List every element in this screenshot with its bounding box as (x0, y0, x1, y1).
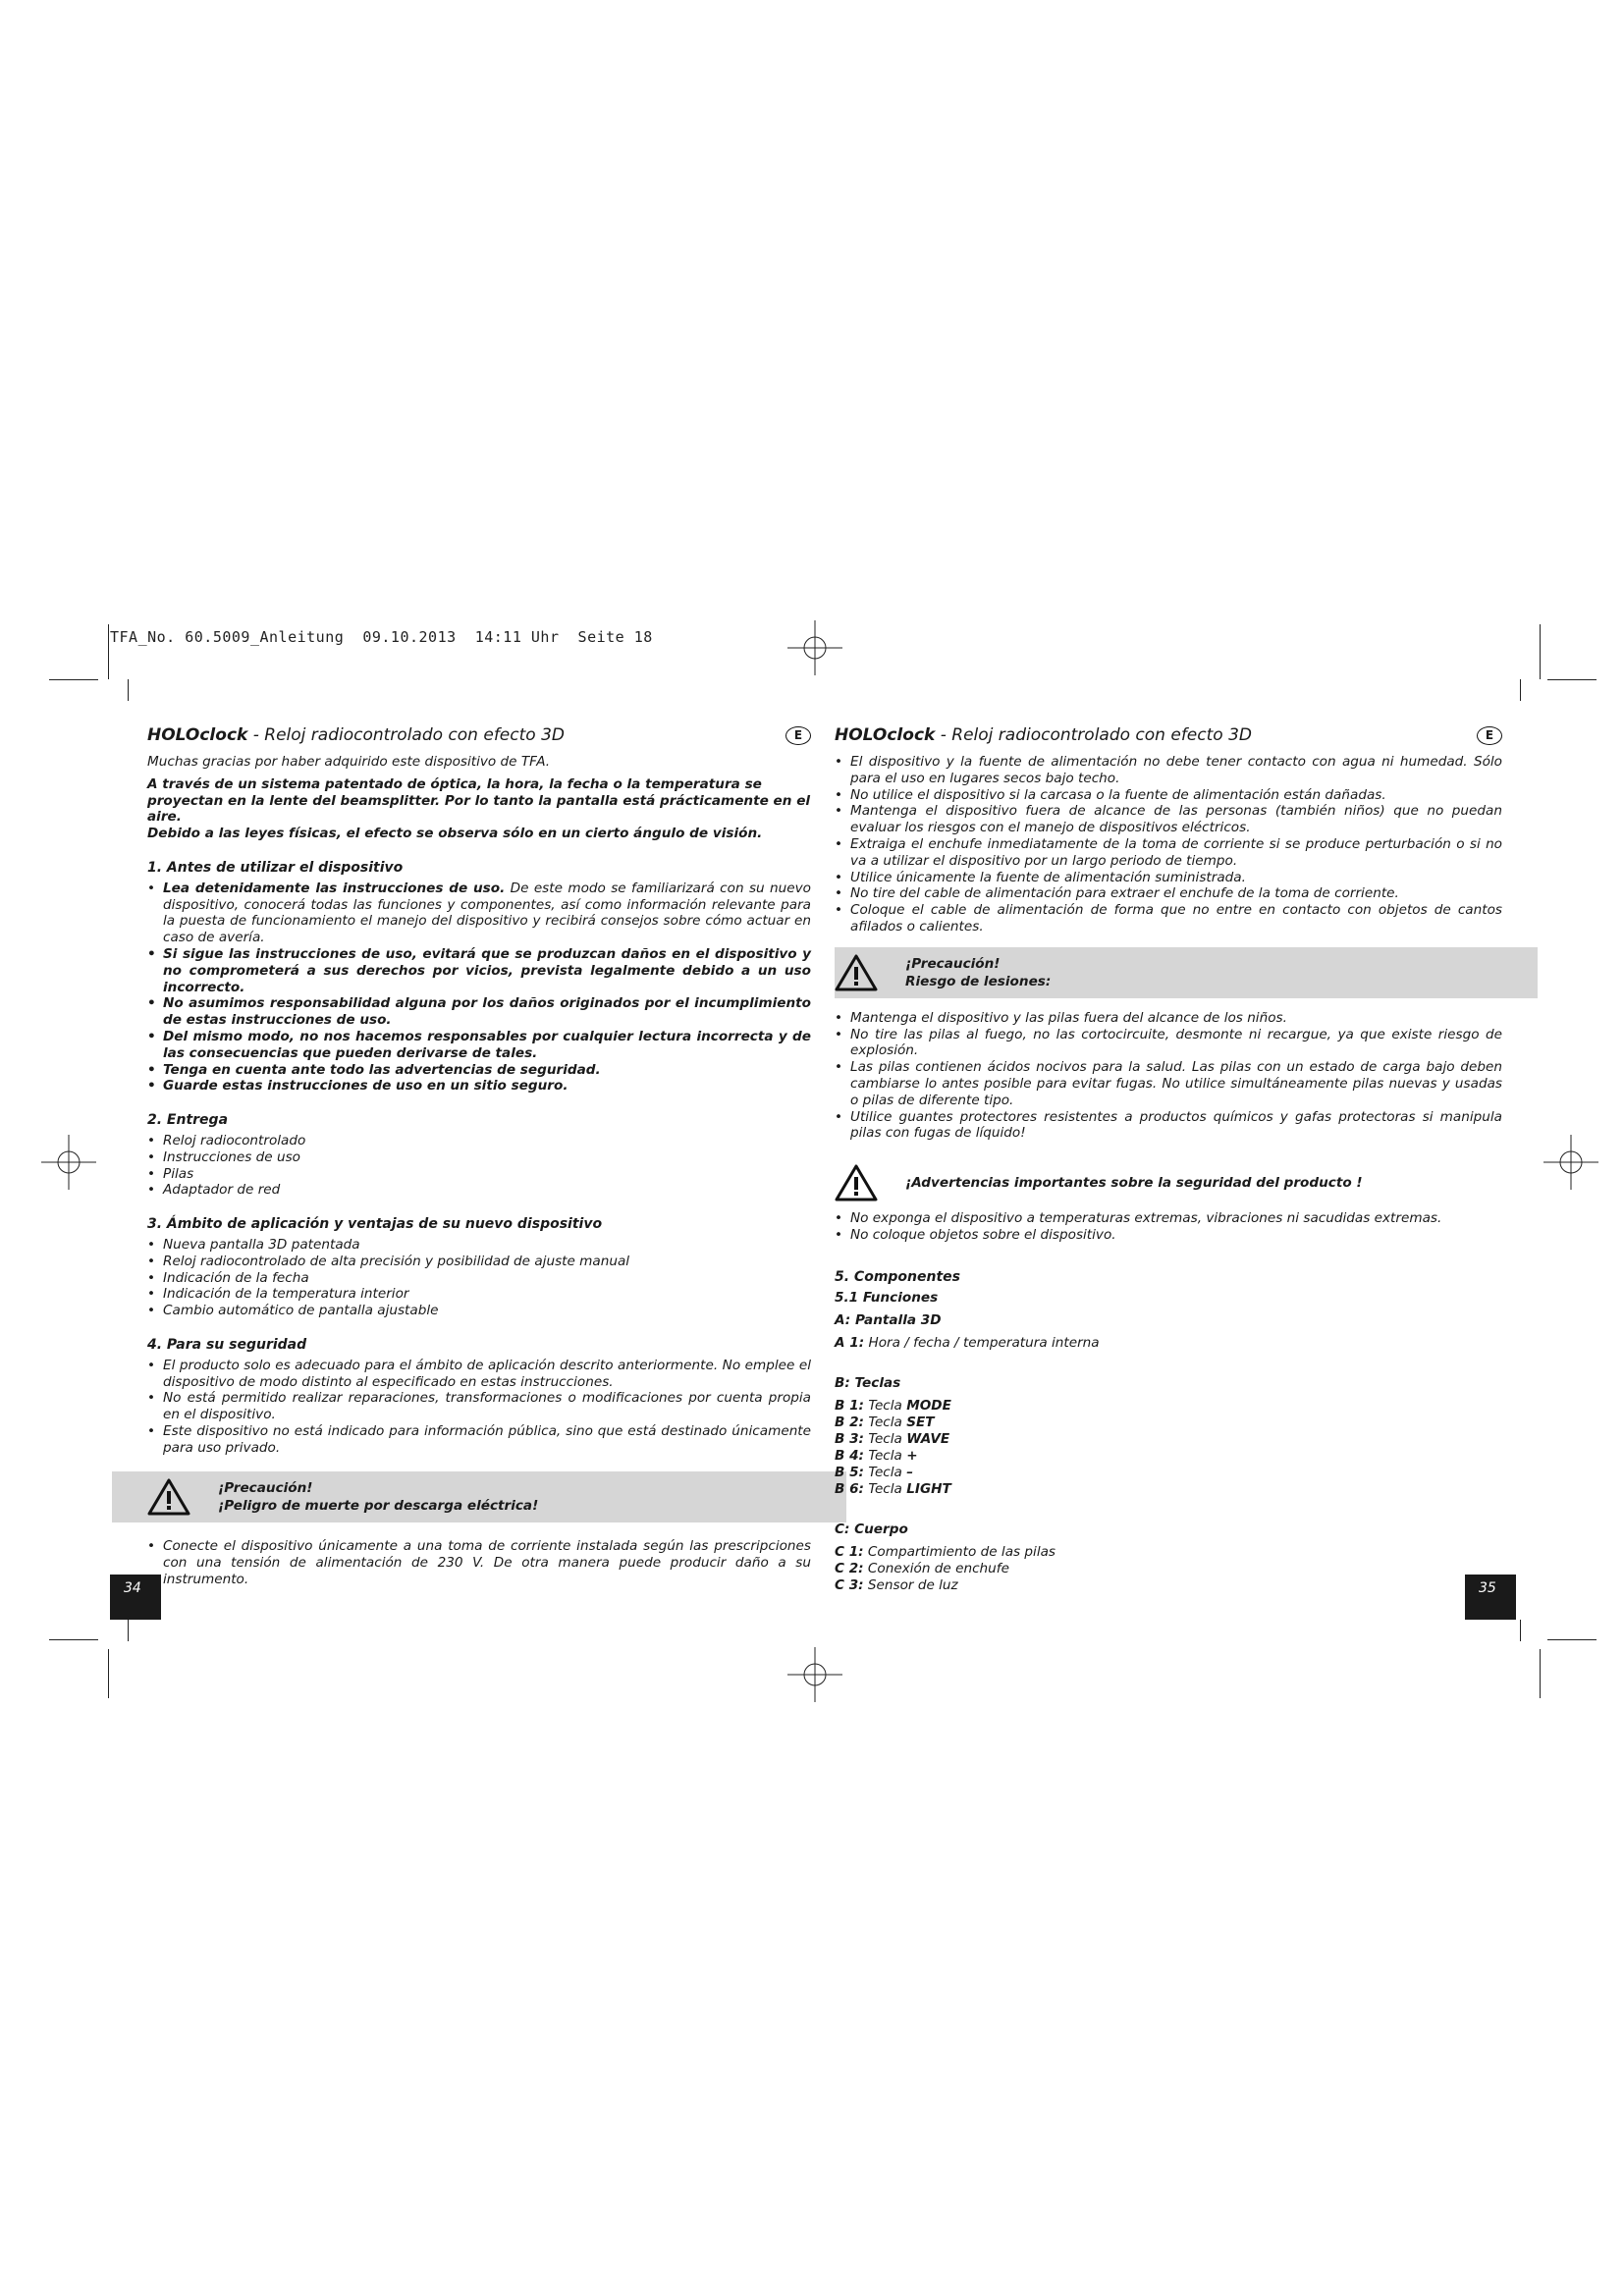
list-item: • No asumimos responsabilidad alguna por los daños originados por el incumplimiento de estas instrucciones de uso. (147, 995, 811, 1029)
component-key: B 6: (835, 1480, 864, 1497)
right-page (835, 722, 1502, 1594)
title-text: - Reloj radiocontrolado con efecto 3D (247, 724, 565, 745)
component-key: B 5: (835, 1464, 864, 1480)
list-item: • No coloque objetos sobre el dispositivo. (835, 1227, 1502, 1244)
section-4-title: 4. Para su seguridad (147, 1336, 307, 1353)
page-header (147, 722, 811, 748)
component-text: Tecla (864, 1397, 907, 1414)
component-key: B 2: (835, 1414, 864, 1430)
list-item: • Indicación de la fecha (147, 1270, 811, 1287)
component-value: WAVE (906, 1430, 950, 1447)
warning-triangle-icon (835, 953, 878, 992)
registration-mark-top (787, 620, 842, 675)
language-badge: E (785, 726, 811, 745)
page-title (147, 724, 565, 745)
subsection-title: 5.1 Funciones (835, 1289, 939, 1306)
list-item: • Nueva pantalla 3D patentada (147, 1237, 811, 1254)
warning-product-safety (835, 1163, 1502, 1202)
list-item-text: De este modo se familiarizará con su nuevo dispositivo, conocerá todas las funciones y componentes, así como información relevante para la puesta de funcionamiento el manejo del dispositivo y recibirá consejos sobre cómo actuar en caso de avería. (163, 880, 811, 946)
list-item: • Instrucciones de uso (147, 1149, 811, 1166)
intro-bold-2: Debido a las leyes físicas, el efecto se observa sólo en un cierto ángulo de visión. (147, 826, 763, 842)
component-b6 (835, 1481, 1502, 1498)
section-2-title: 2. Entrega (147, 1112, 229, 1129)
list-item: • Reloj radiocontrolado (147, 1133, 811, 1149)
list-item: • Pilas (147, 1166, 811, 1183)
component-value: MODE (906, 1397, 951, 1414)
crop-mark (108, 1649, 109, 1698)
crop-mark (1540, 1649, 1541, 1698)
component-b3 (835, 1431, 1502, 1448)
list-item: • No tire las pilas al fuego, no las cortocircuite, desmonte ni recargue, ya que existe riesgo de explosión. (835, 1027, 1502, 1060)
section-3-title: 3. Ámbito de aplicación y ventajas de su nuevo dispositivo (147, 1216, 603, 1233)
section-5-title: 5. Componentes (835, 1268, 961, 1285)
component-value: – (906, 1464, 914, 1480)
warning-box-injury (835, 947, 1538, 998)
component-text: Tecla (864, 1464, 907, 1480)
list-item: • No utilice el dispositivo si la carcasa o la fuente de alimentación están dañadas. (835, 787, 1502, 804)
component-b2 (835, 1415, 1502, 1431)
crop-mark (1547, 679, 1597, 680)
list-item: • No exponga el dispositivo a temperaturas extremas, vibraciones ni sacudidas extremas. (835, 1210, 1502, 1227)
component-key: C 1: (835, 1543, 864, 1560)
crop-mark (49, 679, 98, 680)
list-item (147, 881, 811, 946)
warning-title: ¡Precaución! (218, 1480, 313, 1497)
crop-mark (1547, 1639, 1597, 1640)
crop-mark (1540, 624, 1541, 679)
component-key: B 1: (835, 1397, 864, 1414)
component-key: C 2: (835, 1560, 864, 1576)
list-item: • El dispositivo y la fuente de alimentación no debe tener contacto con agua ni humedad. Sólo para el uso en lugares secos bajo techo. (835, 754, 1502, 787)
brand-name: HOLOclock (147, 724, 248, 745)
crop-mark (128, 1620, 129, 1641)
list-item: • Mantenga el dispositivo fuera de alcance de las personas (también niños) que no puedan evaluar los riesgos con el manejo de dispositivos eléctricos. (835, 803, 1502, 836)
list-item: • Cambio automático de pantalla ajustable (147, 1303, 811, 1319)
group-title-a: A: Pantalla 3D (835, 1311, 942, 1328)
intro-bold: A través de un sistema patentado de óptica, la hora, la fecha o la temperatura se proyectan en la lente del beamsplitter. Por lo tanto la pantalla está prácticamente en el aire. (147, 775, 811, 826)
list-item: • No está permitido realizar reparaciones, transformaciones o modificaciones por cuenta propia en el dispositivo. (147, 1390, 811, 1423)
component-value: Compartimiento de las pilas (863, 1543, 1056, 1560)
intro-text: Muchas gracias por haber adquirido este dispositivo de TFA. (147, 754, 551, 770)
component-key: B 4: (835, 1447, 864, 1464)
page-title (835, 724, 1252, 745)
component-a1 (835, 1335, 1502, 1352)
component-text: Tecla (864, 1430, 907, 1447)
components (835, 1290, 1502, 1594)
language-badge: E (1477, 726, 1502, 745)
registration-mark-left (41, 1135, 96, 1190)
component-text: Tecla (864, 1480, 907, 1497)
left-page (147, 722, 811, 1588)
component-b5 (835, 1465, 1502, 1481)
list-item: • Extraiga el enchufe inmediatamente de la toma de corriente si se produce perturbación o si no va a utilizar el dispositivo por un largo periodo de tiempo. (835, 836, 1502, 870)
group-title-c: C: Cuerpo (835, 1521, 908, 1537)
print-slug: TFA_No. 60.5009_Anleitung 09.10.2013 14:11 Uhr Seite 18 (110, 628, 653, 646)
battery-list (835, 1010, 1502, 1142)
component-key: C 3: (835, 1576, 864, 1593)
warning-subtitle: ¡Peligro de muerte por descarga eléctrica! (218, 1498, 539, 1515)
warning-subtitle: Riesgo de lesiones: (905, 973, 1052, 989)
component-c3 (835, 1577, 1502, 1594)
component-text: Tecla (864, 1414, 907, 1430)
list-item: • Utilice guantes protectores resistentes a productos químicos y gafas protectoras si manipula pilas con fugas de líquido! (835, 1109, 1502, 1143)
section-1-list (147, 881, 811, 1095)
section-2-list (147, 1133, 811, 1199)
component-c1 (835, 1544, 1502, 1561)
list-item-bold: Lea detenidamente las instrucciones de uso. (163, 880, 506, 896)
list-item: • Utilice únicamente la fuente de alimentación suministrada. (835, 870, 1502, 886)
warning-triangle-icon (147, 1477, 190, 1517)
page-number-right: 35 (1465, 1575, 1516, 1620)
component-b4 (835, 1448, 1502, 1465)
list-item: • Indicación de la temperatura interior (147, 1286, 811, 1303)
component-text: Tecla (864, 1447, 907, 1464)
page-number-left: 34 (110, 1575, 161, 1620)
registration-mark-right (1543, 1135, 1598, 1190)
component-value: LIGHT (906, 1480, 951, 1497)
crop-mark (49, 1639, 98, 1640)
component-value: Sensor de luz (863, 1576, 958, 1593)
section-3-list (147, 1237, 811, 1319)
list-item: • Del mismo modo, no nos hacemos responsables por cualquier lectura incorrecta y de las consecuencias que pueden derivarse de tales. (147, 1029, 811, 1062)
group-title-b: B: Teclas (835, 1374, 901, 1391)
section-1-title: 1. Antes de utilizar el dispositivo (147, 859, 404, 876)
list-item: • Adaptador de red (147, 1182, 811, 1199)
safety-list (835, 754, 1502, 935)
component-c2 (835, 1561, 1502, 1577)
brand-name: HOLOclock (835, 724, 936, 745)
list-item: • No tire del cable de alimentación para extraer el enchufe de la toma de corriente. (835, 885, 1502, 902)
component-value: Hora / fecha / temperatura interna (864, 1334, 1100, 1351)
warning-box-electric (112, 1471, 846, 1522)
component-value: SET (906, 1414, 935, 1430)
component-key: A 1: (835, 1334, 865, 1351)
title-text: - Reloj radiocontrolado con efecto 3D (935, 724, 1252, 745)
registration-mark-bottom (787, 1647, 842, 1702)
list-item: • Si sigue las instrucciones de uso, evitará que se produzcan daños en el dispositivo y no comprometerá a sus derechos por vicios, prevista legalmente debido a un uso incorrecto. (147, 946, 811, 995)
list-item: • Coloque el cable de alimentación de forma que no entre en contacto con objetos de cantos afilados o calientes. (835, 902, 1502, 935)
list-item: • Las pilas contienen ácidos nocivos para la salud. Las pilas con un estado de carga bajo deben cambiarse lo antes posible para evitar fugas. No utilice simultáneamente pilas nuevas y usadas o pilas de diferente tipo. (835, 1059, 1502, 1108)
list-item: • Conecte el dispositivo únicamente a una toma de corriente instalada según las prescripciones con una tensión de alimentación de 230 V. De otra manera puede producir daño a su instrumento. (147, 1538, 811, 1587)
section-4-list-after (147, 1538, 811, 1587)
product-safety-list (835, 1210, 1502, 1244)
crop-mark (1520, 1620, 1521, 1641)
warning-triangle-icon (835, 1163, 878, 1202)
list-item: • Mantenga el dispositivo y las pilas fuera del alcance de los niños. (835, 1010, 1502, 1027)
warning-title: ¡Advertencias importantes sobre la seguridad del producto ! (905, 1174, 1363, 1191)
list-item: • Tenga en cuenta ante todo las advertencias de seguridad. (147, 1062, 811, 1079)
crop-mark (108, 624, 109, 679)
component-value: Conexión de enchufe (863, 1560, 1009, 1576)
crop-mark (128, 679, 129, 701)
component-b1 (835, 1398, 1502, 1415)
component-key: B 3: (835, 1430, 864, 1447)
component-value: + (906, 1447, 918, 1464)
list-item: • Este dispositivo no está indicado para información pública, sino que está destinado únicamente para uso privado. (147, 1423, 811, 1457)
crop-mark (1520, 679, 1521, 701)
section-4-list (147, 1358, 811, 1457)
list-item: • El producto solo es adecuado para el ámbito de aplicación descrito anteriormente. No emplee el dispositivo de modo distinto al especificado en estas instrucciones. (147, 1358, 811, 1391)
page-header (835, 722, 1502, 748)
list-item: • Reloj radiocontrolado de alta precisión y posibilidad de ajuste manual (147, 1254, 811, 1270)
list-item: • Guarde estas instrucciones de uso en un sitio seguro. (147, 1078, 811, 1095)
warning-title: ¡Precaución! (905, 955, 1001, 972)
